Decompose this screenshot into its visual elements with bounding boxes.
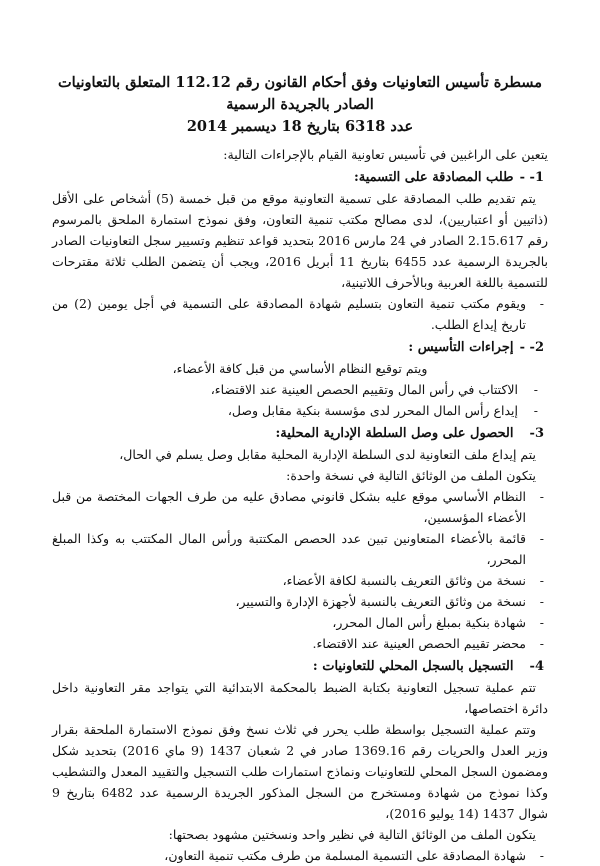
list-item: - محضر تقييم الحصص العينية عند الاقتضاء.	[52, 633, 548, 654]
list-item: - النظام الأساسي موقع عليه بشكل قانوني مصادق عليه من طرف الجهات المختصة من قبل الأعضاء المؤسسين،	[52, 486, 548, 528]
title-line-1: مسطرة تأسيس التعاونيات وفق أحكام القانون رقم 112.12 المتعلق بالتعاونيات الصادر بالجريدة الرسمية	[58, 74, 542, 113]
section-paragraph: يتم تقديم طلب المصادقة على تسمية التعاونية موقع من قبل خمسة (5) أشخاص على الأقل (ذاتيين أو اعتباريين)، لدى مصالح مكتب تنمية التعاون، وفق نموذج استمارة الملحق بالمرسوم رقم 2.15.617 الصادر في 24 مارس 2016 بتحديد قواعد تنظيم وتسيير سجل التعاونيات الصادر بالجريدة الرسمية عدد 6455 بتاريخ 11 أبريل 2016، ويجب أن يتضمن الطلب ثلاثة مقترحات للتسمية باللغة العربية وبالأحرف اللاتينية،	[52, 191, 548, 290]
section-paragraph: وتتم عملية التسجيل بواسطة طلب يحرر في ثلاث نسخ وفق نموذج الاستمارة الملحقة بقرار وزير العدل والحريات رقم 1369.16 صادر في 2 شعبان 1437 (9 ماي 2016) بتحديد شكل ومضمون السجل المحلي للتعاونيات ونماذج استمارات طلب التسجيل والتقييد المعدل والتشطيب وكذا نموذج من شهادة ومستخرج من السجل المذكور الجريدة الرسمية عدد 6482 بتاريخ 9 شوال 1437 (14 يوليو 2016)،	[52, 722, 548, 821]
section-title: إجراءات التأسيس :	[408, 340, 514, 355]
section-heading	[52, 337, 548, 358]
bullet-list	[52, 293, 548, 335]
list-item: - إيداع رأس المال المحرر لدى مؤسسة بنكية مقابل وصل،	[52, 400, 548, 421]
section-lead: يتكون الملف من الوثائق التالية في نظير واحد ونسختين مشهود بصحتها:	[168, 827, 536, 842]
section-2	[52, 337, 548, 421]
section-number: 3-	[529, 426, 544, 441]
document-page	[52, 72, 548, 866]
list-item: - قائمة بالأعضاء المتعاونين تبين عدد الحصص المكتتبة ورأس المال المكتتب به وكذا المبلغ المحرر،	[52, 528, 548, 570]
intro-text: يتعين على الراغبين في تأسيس تعاونية القيام بالإجراءات التالية:	[223, 147, 548, 162]
section-lead: يتكون الملف من الوثائق التالية في نسخة واحدة:	[286, 468, 536, 483]
list-item: - نسخة من وثائق التعريف بالنسبة لأجهزة الإدارة والتسيير،	[52, 591, 548, 612]
section-number: 1- -	[519, 170, 544, 185]
section-title: التسجيل بالسجل المحلي للتعاونيات :	[312, 659, 514, 674]
list-item: - نسخة من وثائق التعريف بالنسبة لكافة الأعضاء،	[52, 570, 548, 591]
section-1	[52, 167, 548, 335]
section-number: 2- -	[519, 340, 544, 355]
list-item: - شهادة المصادقة على التسمية المسلمة من طرف مكتب تنمية التعاون،	[52, 845, 548, 866]
list-item: - الاكتتاب في رأس المال وتقييم الحصص العينية عند الاقتضاء،	[52, 379, 548, 400]
section-heading	[52, 167, 548, 188]
section-title: الحصول على وصل السلطة الإدارية المحلية:	[275, 426, 514, 441]
section-lead: يتم إيداع ملف التعاونية لدى السلطة الإدارية المحلية مقابل وصل يسلم في الحال،	[119, 447, 536, 462]
document-title	[52, 72, 548, 138]
section-number: 4-	[529, 659, 544, 674]
bullet-list	[52, 845, 548, 866]
section-paragraph: تتم عملية تسجيل التعاونية بكتابة الضبط بالمحكمة الابتدائية التي يتواجد مقر التعاونية داخل دائرة اختصاصها،	[52, 680, 548, 716]
bullet-list	[52, 486, 548, 654]
section-heading	[52, 423, 548, 444]
list-item: - ويقوم مكتب تنمية التعاون بتسليم شهادة المصادقة على التسمية في أجل يومين (2) من تاريخ إيداع الطلب.	[52, 293, 548, 335]
section-lead: ويتم توقيع النظام الأساسي من قبل كافة الأعضاء،	[172, 361, 428, 376]
section-title: طلب المصادقة على التسمية:	[353, 170, 514, 185]
section-4	[52, 656, 548, 866]
list-item: - شهادة بنكية بمبلغ رأس المال المحرر،	[52, 612, 548, 633]
title-line-2: عدد 6318 بتاريخ 18 ديسمبر 2014	[186, 118, 414, 135]
section-heading	[52, 656, 548, 677]
section-3	[52, 423, 548, 654]
bullet-list	[52, 379, 548, 421]
